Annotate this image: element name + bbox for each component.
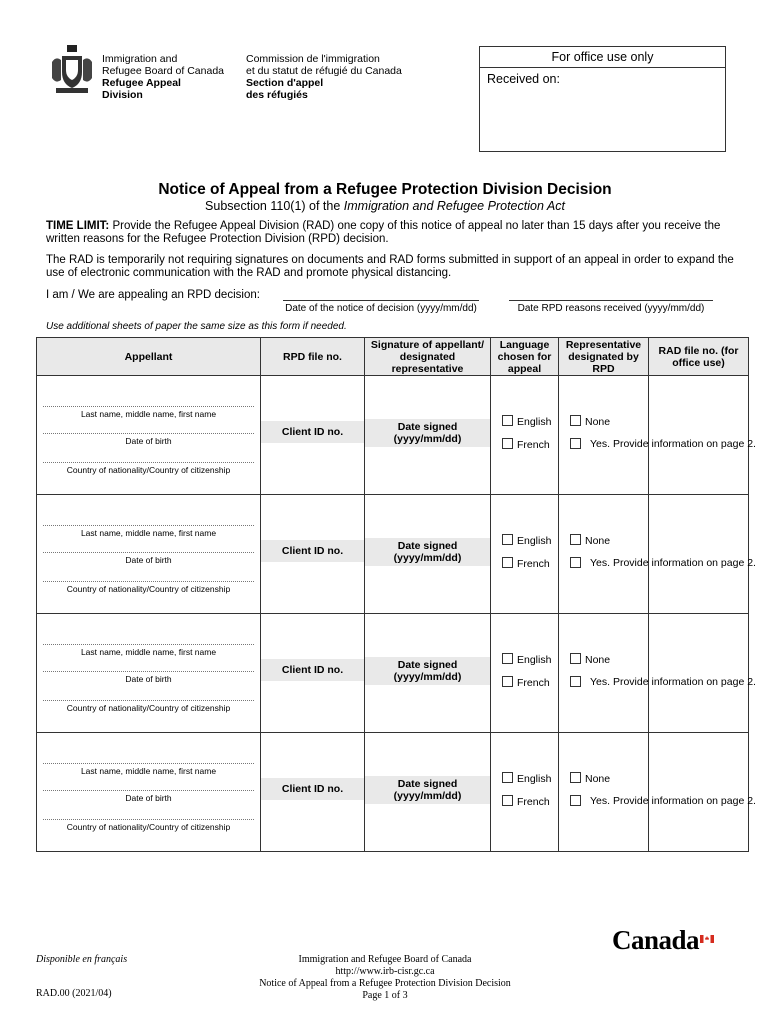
time-limit-paragraph — [46, 220, 736, 246]
col-appellant: Appellant — [37, 338, 261, 376]
name-label: Last name, middle name, first name — [80, 766, 217, 776]
org-name-en-2: Refugee Board of Canada — [102, 65, 225, 77]
appellant-row — [37, 614, 749, 733]
country-field[interactable] — [43, 462, 254, 463]
dob-label: Date of birth — [125, 436, 172, 446]
country-field[interactable] — [43, 700, 254, 701]
date-signed-label: Date signed (yyyy/mm/dd) — [365, 776, 490, 804]
rad-file-cell — [649, 733, 749, 852]
english-option[interactable] — [502, 772, 551, 785]
dob-field[interactable] — [43, 433, 254, 434]
division-fr-1: Section d'appel — [246, 77, 324, 89]
country-label: Country of nationality/Country of citizenship — [66, 584, 231, 594]
form-code: RAD.00 (2021/04) — [36, 988, 112, 999]
french-checkbox[interactable] — [502, 557, 513, 568]
date-signed-label: Date signed (yyyy/mm/dd) — [365, 538, 490, 566]
english-option[interactable] — [502, 653, 551, 666]
dob-label: Date of birth — [125, 674, 172, 684]
subtitle-act: Immigration and Refugee Protection Act — [343, 199, 565, 213]
appellant-cell — [37, 495, 261, 614]
none-option[interactable] — [570, 772, 610, 785]
country-field[interactable] — [43, 581, 254, 582]
english-checkbox[interactable] — [502, 772, 513, 783]
table-header-row — [37, 338, 749, 376]
time-limit-text: Provide the Refugee Appeal Division (RAD) one copy of this notice of appeal no later than 15 days after you receive the written reasons for the Refugee Protection Division (RPD) decision. — [46, 220, 721, 245]
representative-cell — [559, 495, 756, 614]
decision-date-label: Date of the notice of decision (yyyy/mm/dd) — [285, 303, 477, 314]
page-number: Page 1 of 3 — [362, 990, 408, 1001]
name-label: Last name, middle name, first name — [80, 528, 217, 538]
appellant-row — [37, 733, 749, 852]
org-name-en-1: Immigration and — [102, 53, 178, 65]
language-cell — [491, 614, 559, 733]
reasons-date-field[interactable] — [509, 300, 713, 314]
signature-cell[interactable] — [365, 614, 491, 733]
english-checkbox[interactable] — [502, 534, 513, 545]
office-use-box — [479, 46, 726, 152]
language-cell — [491, 376, 559, 495]
org-name-fr-1: Commission de l'immigration — [246, 53, 380, 65]
name-label: Last name, middle name, first name — [80, 409, 217, 419]
name-field[interactable] — [43, 644, 254, 645]
division-fr-2: des réfugiés — [246, 89, 308, 101]
english-option[interactable] — [502, 534, 551, 547]
decision-date-field[interactable] — [283, 300, 479, 314]
appellant-row — [37, 376, 749, 495]
language-cell — [491, 495, 559, 614]
canada-wordmark-text: Canada — [612, 925, 700, 955]
yes-label: Yes. Provide information on page 2. — [590, 795, 756, 807]
yes-label: Yes. Provide information on page 2. — [590, 676, 756, 688]
none-label: None — [585, 654, 611, 666]
name-field[interactable] — [43, 525, 254, 526]
rad-file-cell — [649, 614, 749, 733]
representative-cell — [559, 733, 756, 852]
form-title: Notice of Appeal from a Refugee Protection Division Decision — [158, 181, 612, 198]
french-label: French — [517, 677, 550, 689]
english-label: English — [517, 416, 552, 428]
footer-form-name: Notice of Appeal from a Refugee Protection Division Decision — [259, 978, 511, 989]
coat-of-arms-icon — [50, 44, 94, 96]
org-name-fr-2: et du statut de réfugié du Canada — [246, 65, 402, 77]
signature-cell[interactable] — [365, 376, 491, 495]
appellant-cell — [37, 376, 261, 495]
none-label: None — [585, 416, 611, 428]
none-checkbox[interactable] — [570, 415, 581, 426]
client-id-label: Client ID no. — [261, 421, 364, 443]
french-option[interactable] — [502, 438, 550, 451]
french-option[interactable] — [502, 676, 550, 689]
rpd-file-cell[interactable] — [261, 376, 365, 495]
country-label: Country of nationality/Country of citizenship — [66, 822, 231, 832]
english-label: English — [517, 654, 552, 666]
signature-cell[interactable] — [365, 733, 491, 852]
french-label: French — [517, 439, 550, 451]
division-en-1: Refugee Appeal — [102, 77, 181, 89]
country-field[interactable] — [43, 819, 254, 820]
reasons-date-label: Date RPD reasons received (yyyy/mm/dd) — [517, 303, 705, 314]
rad-file-cell — [649, 495, 749, 614]
english-option[interactable] — [502, 415, 551, 428]
french-available: Disponible en français — [36, 954, 128, 965]
english-label: English — [517, 773, 552, 785]
dob-field[interactable] — [43, 671, 254, 672]
appellants-table — [36, 337, 756, 852]
yes-option[interactable] — [570, 795, 756, 808]
rpd-file-cell[interactable] — [261, 614, 365, 733]
header-english — [102, 53, 224, 101]
none-checkbox[interactable] — [570, 772, 581, 783]
french-label: French — [517, 796, 550, 808]
dob-field[interactable] — [43, 552, 254, 553]
canada-flag-icon — [700, 930, 714, 938]
dob-label: Date of birth — [125, 555, 172, 565]
subtitle-prefix: Subsection 110(1) of the — [205, 199, 344, 213]
date-signed-label: Date signed (yyyy/mm/dd) — [365, 657, 490, 685]
col-rpd-file: RPD file no. — [261, 338, 365, 376]
form-subtitle — [0, 199, 770, 213]
name-field[interactable] — [43, 763, 254, 764]
language-cell — [491, 733, 559, 852]
french-option[interactable] — [502, 795, 550, 808]
french-option[interactable] — [502, 557, 550, 570]
division-en-2: Division — [102, 89, 143, 101]
yes-checkbox[interactable] — [570, 557, 581, 568]
canada-wordmark — [612, 925, 699, 956]
english-checkbox[interactable] — [502, 415, 513, 426]
none-option[interactable] — [570, 534, 610, 547]
country-label: Country of nationality/Country of citizenship — [66, 703, 231, 713]
appealing-label: I am / We are appealing an RPD decision: — [46, 289, 260, 301]
french-checkbox[interactable] — [502, 795, 513, 806]
signature-cell[interactable] — [365, 495, 491, 614]
client-id-label: Client ID no. — [261, 778, 364, 800]
yes-checkbox[interactable] — [570, 795, 581, 806]
name-label: Last name, middle name, first name — [80, 647, 217, 657]
representative-cell — [559, 376, 756, 495]
none-option[interactable] — [570, 653, 610, 666]
dob-label: Date of birth — [125, 793, 172, 803]
col-rad-file: RAD file no. (for office use) — [649, 338, 749, 376]
client-id-label: Client ID no. — [261, 659, 364, 681]
sheets-note: Use additional sheets of paper the same size as this form if needed. — [46, 321, 347, 332]
col-language: Language chosen for appeal — [491, 338, 559, 376]
appellant-row — [37, 495, 749, 614]
french-checkbox[interactable] — [502, 438, 513, 449]
appellant-cell — [37, 733, 261, 852]
signatures-note: The RAD is temporarily not requiring signatures on documents and RAD forms submitted in support of an appeal in order to expand the use of electronic communication with the RAD and promote physical distancing. — [46, 254, 734, 279]
name-field[interactable] — [43, 406, 254, 407]
footer-org: Immigration and Refugee Board of Canada — [298, 954, 472, 965]
date-signed-label: Date signed (yyyy/mm/dd) — [365, 419, 490, 447]
none-label: None — [585, 535, 611, 547]
footer-url[interactable]: http://www.irb-cisr.gc.ca — [335, 966, 435, 977]
yes-label: Yes. Provide information on page 2. — [590, 557, 756, 569]
received-on-field[interactable]: Received on: — [487, 72, 560, 86]
rpd-file-cell[interactable] — [261, 733, 365, 852]
col-representative: Representative designated by RPD — [559, 338, 649, 376]
yes-checkbox[interactable] — [570, 676, 581, 687]
appellant-cell — [37, 614, 261, 733]
header-french — [246, 53, 402, 101]
yes-option[interactable] — [570, 676, 756, 689]
col-signature: Signature of appellant/ designated representative — [365, 338, 491, 376]
footer-center — [0, 954, 770, 1002]
french-label: French — [517, 558, 550, 570]
none-option[interactable] — [570, 415, 610, 428]
none-checkbox[interactable] — [570, 653, 581, 664]
representative-cell — [559, 614, 756, 733]
client-id-label: Client ID no. — [261, 540, 364, 562]
yes-checkbox[interactable] — [570, 438, 581, 449]
yes-option[interactable] — [570, 557, 756, 570]
yes-label: Yes. Provide information on page 2. — [590, 438, 756, 450]
country-label: Country of nationality/Country of citizenship — [66, 465, 231, 475]
english-label: English — [517, 535, 552, 547]
none-label: None — [585, 773, 611, 785]
dob-field[interactable] — [43, 790, 254, 791]
yes-option[interactable] — [570, 438, 756, 451]
french-checkbox[interactable] — [502, 676, 513, 687]
time-limit-label: TIME LIMIT: — [46, 220, 110, 232]
none-checkbox[interactable] — [570, 534, 581, 545]
english-checkbox[interactable] — [502, 653, 513, 664]
rad-file-cell — [649, 376, 749, 495]
office-use-title: For office use only — [480, 47, 725, 68]
rpd-file-cell[interactable] — [261, 495, 365, 614]
